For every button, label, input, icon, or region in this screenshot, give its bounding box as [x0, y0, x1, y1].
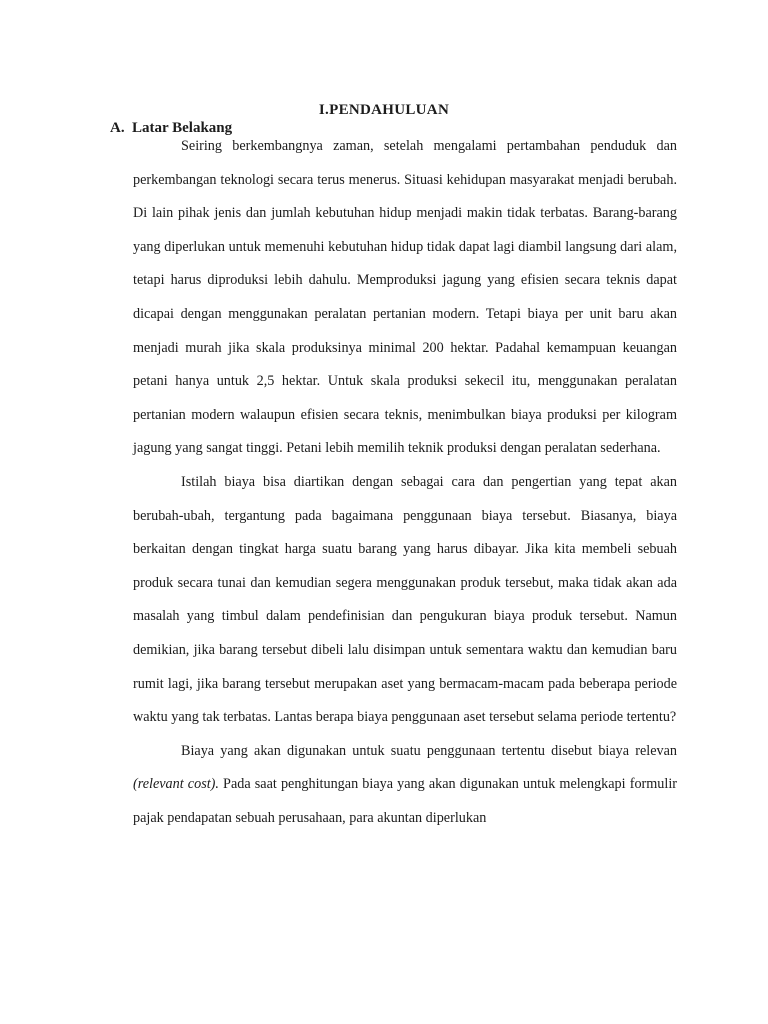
section-heading-text: Latar Belakang — [132, 120, 233, 136]
paragraph-3-italic-term: (relevant cost). — [133, 776, 219, 793]
section-letter: A. — [110, 120, 125, 136]
paragraph-3 — [133, 735, 677, 836]
paragraph-1: Seiring berkembangnya zaman, setelah mengalami pertambahan penduduk dan perkembangan teknologi secara terus menerus. Situasi kehidupan masyarakat menjadi berubah. Di lain pihak jenis dan jumlah kebutuhan hidup menjadi makin tidak terbatas. Barang-barang yang diperlukan untuk memenuhi kebutuhan hidup tidak dapat lagi diambil langsung dari alam, tetapi harus diproduksi lebih dahulu. Memproduksi jagung yang efisien secara teknis dapat dicapai dengan menggunakan peralatan pertanian modern. Tetapi biaya per unit baru akan menjadi murah jika skala produksinya minimal 200 hektar. Padahal kemampuan keuangan petani hanya untuk 2,5 hektar. Untuk skala produksi sekecil itu, menggunakan peralatan pertanian modern walaupun efisien secara teknis, menimbulkan biaya produksi per kilogram jagung yang sangat tinggi. Petani lebih memilih teknik produksi dengan peralatan sederhana. — [133, 138, 677, 457]
paragraph-2: Istilah biaya bisa diartikan dengan sebagai cara dan pengertian yang tepat akan berubah-ubah, tergantung pada bagaimana penggunaan biaya tersebut. Biasanya, biaya berkaitan dengan tingkat harga suatu barang yang harus dibayar. Jika kita membeli sebuah produk secara tunai dan kemudian segera menggunakan produk tersebut, maka tidak akan ada masalah yang timbul dalam pendefinisian dan pengukuran biaya produk tersebut. Namun demikian, jika barang tersebut dibeli lalu disimpan untuk sementara waktu dan kemudian baru rumit lagi, jika barang tersebut merupakan aset yang bermacam-macam pada beberapa periode waktu yang tak terbatas. Lantas berapa biaya penggunaan aset tersebut selama periode tertentu? — [133, 473, 677, 726]
paragraph-3-text-after: Pada saat penghitungan biaya yang akan digunakan untuk melengkapi formulir pajak pendapatan sebuah perusahaan, para akuntan diperlukan — [133, 776, 678, 826]
paragraph-3-text-before: Biaya yang akan digunakan untuk suatu penggunaan tertentu disebut biaya relevan — [181, 742, 677, 759]
body-text — [133, 130, 677, 835]
chapter-title: I.PENDAHULUAN — [318, 102, 450, 118]
